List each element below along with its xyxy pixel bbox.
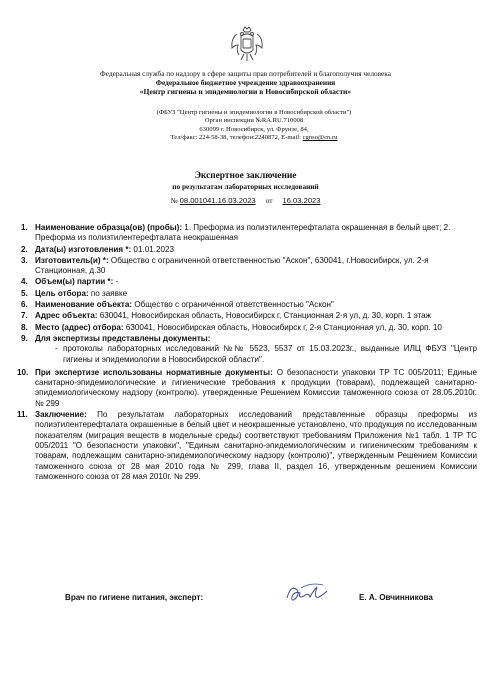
- item-number: 10.: [17, 367, 29, 377]
- list-item: [17, 410, 477, 482]
- item-text: Общество с ограниченной ответственностью "Аскон", 630041, г.Новосибирск, ул. 2-я Станционная, д.30: [35, 255, 429, 276]
- item-number: 11.: [17, 410, 28, 420]
- org-email-link[interactable]: cgnso@cn.ru: [302, 134, 338, 142]
- list-item: [21, 300, 477, 310]
- item-label: Объем(ы) партии *:: [35, 277, 114, 287]
- item-number: 3.: [21, 255, 28, 265]
- item-number: 9.: [21, 333, 28, 343]
- item-label: Заключение:: [35, 410, 87, 420]
- list-item: [21, 311, 477, 321]
- header-institution-type: Федеральное бюджетное учреждение здравоохранения: [155, 78, 336, 87]
- coat-of-arms-emblem: [229, 24, 265, 64]
- item-label: Цель отбора:: [35, 288, 89, 298]
- sub-dash: -: [55, 344, 58, 354]
- doc-number: 08.001041.16.03.2023: [179, 196, 256, 205]
- list-item: [21, 223, 477, 244]
- handwritten-signature: [283, 578, 335, 608]
- list-item: [21, 289, 477, 299]
- item-label: Для экспертизы представлены документы:: [35, 333, 211, 343]
- item-number: 5.: [21, 288, 28, 298]
- list-item: [21, 334, 477, 365]
- list-item: [21, 245, 477, 255]
- header-agency: Федеральная служба по надзору в сфере защиты прав потребителей и благополучия человека: [100, 69, 391, 78]
- item-number: 4.: [21, 277, 28, 287]
- org-short-name: (ФБУЗ "Центр гигиены и эпидемиологии в Новосибирской области"): [156, 109, 352, 116]
- date-prefix: от: [265, 196, 273, 205]
- item-number: 7.: [21, 311, 28, 321]
- item-number: 1.: [21, 223, 28, 232]
- item-text: 630041, Новосибирская область, Новосибирск г, 2-я Станционная ул, д. 30, корп. 10: [123, 322, 442, 332]
- item-label: Место (адрес) отбора:: [35, 322, 124, 332]
- org-details: [108, 109, 400, 143]
- item-text: 1. Преформа из полиэтилентерефталата окрашенная в белый цвет; 2. Преформа из полиэтилентерефталата неокрашенная: [35, 223, 451, 243]
- document-body: [17, 223, 477, 483]
- item-text: По результатам лабораторных исследований представленные образцы преформы из полиэтилентерефталата окрашенные в белый цвет и неокрашенные установлено, что продукция по исследованным показателям (миграция веществ в модельные среды) соответствуют требованиям Приложения №1 табл. 1 ТР ТС 005/2011 "О безопасности упаковки", "Единым санитарно-эпидемиологическим и гигиеническим требованиям к товарам, подлежащим санитарно-эпидемиологическому надзору (контролю)", утвержденным Решением Комиссии таможенного союза от 28 мая 2010 года № 299, глава II, раздел 16, утвержденным решением Комиссии таможенного союза от 28 мая 2010г. № 299.: [35, 410, 477, 481]
- list-item: [17, 367, 477, 409]
- item-label: Наименование объекта:: [35, 300, 133, 310]
- item-text: по заявке: [88, 288, 128, 298]
- item-label: Адрес объекта:: [35, 311, 98, 321]
- org-contacts: [108, 134, 400, 142]
- list-item: [21, 256, 477, 277]
- item-text: Общество с ограниченной ответственностью "Аскон": [132, 300, 334, 310]
- header-institution-name: «Центр гигиены и эпидемиологии в Новосибирской области»: [139, 87, 352, 96]
- list-item: [21, 323, 477, 333]
- item-text: 01.01.2023: [131, 244, 174, 254]
- item-number: 2.: [21, 244, 28, 254]
- item-number: 6.: [21, 300, 28, 310]
- item-text: 630041, Новосибирская область, Новосибирск г, Станционная 2-я ул, д. 30, корп. 1 этаж: [97, 311, 432, 321]
- signer-position: Врач по гигиене питания, эксперт:: [65, 593, 204, 602]
- org-contacts-text: Тел/факс: 224-58-38, телефон:2240872, E-mail:: [170, 134, 301, 142]
- number-prefix: №: [170, 196, 178, 205]
- doc-title: Экспертное заключение: [194, 171, 297, 181]
- list-item: [21, 277, 477, 287]
- item-label: Дата(ы) изготовления *:: [35, 244, 132, 254]
- org-inspection: Орган инспекции №RA.RU.710008: [204, 117, 304, 125]
- doc-date: 16.03.2023: [282, 196, 321, 205]
- document-sublist-item: [35, 344, 477, 365]
- item-label: Наименование образца(ов) (пробы):: [35, 223, 183, 232]
- item-text: О безопасности упаковки ТР ТС 005/2011; Единые санитарно-эпидемиологические и гигиенические требования к продукции (товарам), подлежащей санитарно-эпидемиологическому надзору (контролю). утвержденные Решением Комиссии таможенного союза от 28.05.2010г. № 299: [35, 367, 477, 408]
- item-label: При экспертизе использованы нормативные документы:: [35, 367, 273, 377]
- org-address: 630099 г. Новосибирск, ул. Фрунзе, 84,: [199, 125, 309, 133]
- doc-number-line: [0, 196, 491, 205]
- item-text: -: [113, 277, 119, 287]
- item-label: Изготовитель(и) *:: [35, 255, 109, 265]
- signer-name: Е. А. Овчинникова: [359, 593, 433, 602]
- item-number: 8.: [21, 322, 28, 332]
- sub-text: протоколы лабораторных исследований №№ 5523, 5537 от 15.03.2023г., выданные ИЛЦ ФБУЗ "Центр гигиены и эпидемиологии в Новосибирской области".: [63, 344, 477, 364]
- doc-subtitle: по результатам лабораторных исследований: [172, 182, 319, 191]
